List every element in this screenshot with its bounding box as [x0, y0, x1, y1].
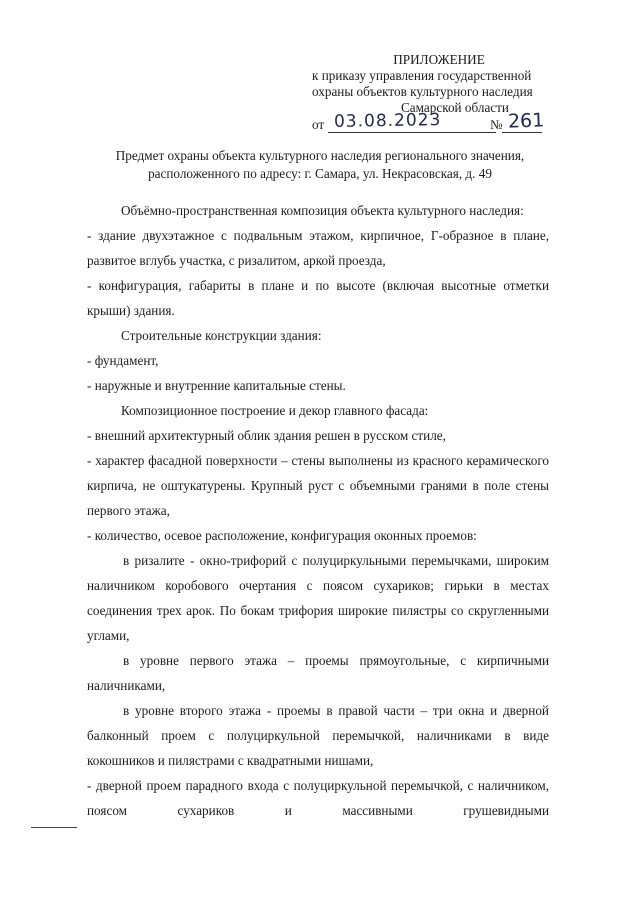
list-item: - конфигурация, габариты в плане и по высоте (включая высотные отметки крыши) здания.: [87, 278, 549, 318]
list-item: - наружные и внутренние капитальные стены.: [87, 378, 346, 393]
subject-line-2: расположенного по адресу: г. Самара, ул. Некрасовская, д. 49: [148, 166, 492, 181]
list-item: - фундамент,: [87, 353, 159, 368]
sub-item: в уровне первого этажа – проемы прямоугольные, с кирпичными наличниками,: [87, 653, 549, 693]
list-item: - здание двухэтажное с подвальным этажом, кирпичное, Г-образное в плане, развитое вглубь участка, с ризалитом, аркой проезда,: [87, 228, 549, 268]
appendix-header: [312, 52, 562, 116]
order-date-number: [312, 111, 562, 135]
sub-item: в ризалите - окно-трифорий с полуциркульными перемычками, широким наличником коробового очертания с поясом сухариков; гирьки в местах соединения трех арок. По бокам трифория широкие пилястры со скругленными углами,: [87, 553, 549, 643]
heading-composition: Объёмно-пространственная композиция объекта культурного наследия:: [121, 203, 524, 218]
number-prefix: №: [490, 117, 503, 132]
heading-facade: Композиционное построение и декор главного фасада:: [121, 403, 429, 418]
appendix-line-2: охраны объектов культурного наследия: [312, 84, 533, 99]
subject-line-1: Предмет охраны объекта культурного наследия регионального значения,: [115, 148, 525, 163]
list-item: - дверной проем парадного входа с полуциркульной перемычкой, с наличником, поясом сухариков и массивными грушевидными: [87, 778, 549, 818]
date-underline: [328, 132, 496, 133]
heading-structures: Строительные конструкции здания:: [121, 328, 322, 343]
handwritten-number: 261: [507, 109, 545, 133]
document-body: [87, 198, 549, 823]
appendix-line-3: Самарской области: [401, 100, 509, 115]
list-item: - внешний архитектурный облик здания решен в русском стиле,: [87, 428, 446, 443]
footnote-rule: [31, 827, 77, 828]
sub-item: в уровне второго этажа - проемы в правой части – три окна и дверной балконный проем с полуциркульной перемычкой, наличниками в виде кокошников и пилястрами с квадратными нишами,: [87, 703, 549, 768]
appendix-title: ПРИЛОЖЕНИЕ: [393, 52, 485, 67]
list-item: - характер фасадной поверхности – стены выполнены из красного керамического кирпича, не оштукатурены. Крупный руст с объемными гранями в поле стены первого этажа,: [87, 453, 549, 518]
list-item: - количество, осевое расположение, конфигурация оконных проемов:: [87, 528, 477, 543]
handwritten-date: 03.08.2023: [333, 110, 442, 132]
appendix-line-1: к приказу управления государственной: [312, 68, 532, 83]
document-subject: [70, 147, 570, 183]
date-prefix: от: [312, 117, 325, 132]
